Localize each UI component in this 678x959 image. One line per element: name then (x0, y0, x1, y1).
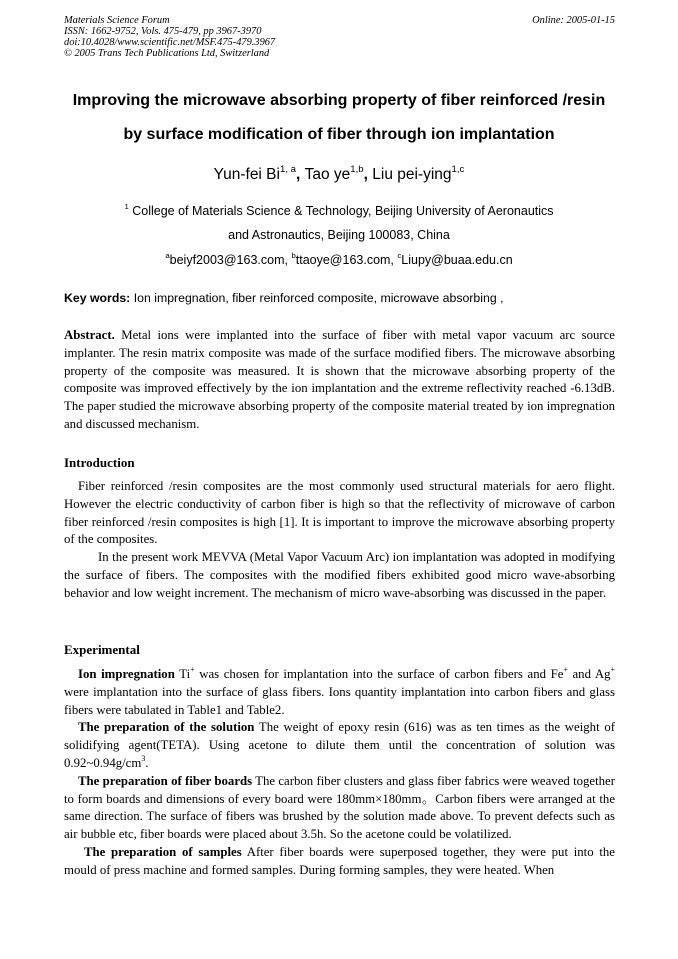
email-address: Liupy@buaa.edu.cn (401, 253, 513, 267)
email-address: ttaoye@163.com, (295, 253, 398, 267)
abstract-text: Metal ions were implanted into the surface of fiber with metal vapor vacuum arc source implanter. The resin matrix composite was made of the surface modified fibers. The microwave absorbing property of the composite was measured. It is shown that the microwave absorbing property of the composite was improved effectively by the ion implantation and the extreme reflectivity reached -6.13dB. The paper studied the microwave absorbing property of the composite material treated by ion impregnation and discussed mechanism. (64, 328, 615, 431)
samples-paragraph (64, 844, 615, 880)
abstract (64, 327, 615, 434)
paper-title-line-2: by surface modification of fiber through ion implantation (123, 126, 555, 143)
ion-text: was chosen for implantation into the surface of carbon fibers and Fe (194, 667, 564, 681)
solution-label: The preparation of the solution (78, 720, 255, 735)
introduction-heading: Introduction (64, 455, 135, 470)
fiber-boards-paragraph (64, 773, 615, 844)
author-affil-mark: 1,b (350, 163, 364, 175)
solution-exponent: 3 (141, 753, 146, 763)
paper-title-line-1: Improving the microwave absorbing property of fiber reinforced /resin (72, 92, 606, 109)
ion-text: and Ag (567, 667, 611, 681)
journal-doi: doi:10.4028/www.scientific.net/MSF.475-479.3967 (64, 37, 276, 48)
journal-issn: ISSN: 1662-9752, Vols. 475-479, pp 3967-3970 (64, 26, 262, 37)
journal-header (64, 15, 275, 59)
journal-copyright: © 2005 Trans Tech Publications Ltd, Switzerland (64, 48, 270, 59)
solution-tail: . (145, 755, 149, 770)
online-date: Online: 2005-01-15 (532, 15, 615, 26)
affiliation-line-1 (0, 204, 678, 218)
author-list (0, 163, 678, 184)
keywords (64, 291, 504, 305)
samples-label: The preparation of samples (84, 844, 242, 859)
email-line (0, 253, 678, 267)
author-affil-mark: 1,c (451, 163, 465, 175)
email-mark: c (397, 251, 402, 261)
email-address: beiyf2003@163.com, (169, 253, 292, 267)
affiliation-mark: 1 (124, 202, 129, 212)
ion-charge: + (190, 664, 195, 674)
author-name: Tao ye (304, 166, 351, 183)
author-separator: , (363, 166, 373, 183)
journal-name: Materials Science Forum (64, 15, 170, 26)
solution-text: The weight of epoxy resin (616) was as ten times as the weight of solidifying agent(TETA). Using acetone to dilute them until the concentration of solution was 0.92~0.94g/cm (64, 720, 615, 770)
author-name: Liu pei-ying (372, 166, 452, 183)
ion-charge: + (563, 664, 568, 674)
solution-paragraph (64, 719, 615, 772)
ion-text: Ti (174, 667, 191, 681)
experimental-heading: Experimental (64, 642, 140, 657)
author-affil-mark: 1, a (279, 163, 296, 175)
affiliation-text-1: College of Materials Science & Technology, Beijing University of Aeronautics (128, 204, 554, 218)
fiber-boards-label: The preparation of fiber boards (78, 773, 253, 788)
ion-charge: + (610, 664, 616, 674)
affiliation-line-2: and Astronautics, Beijing 100083, China (228, 228, 450, 242)
introduction-body (64, 478, 615, 603)
ion-impregnation-label: Ion impregnation (78, 667, 175, 681)
author-separator: , (296, 166, 305, 183)
abstract-label: Abstract. (64, 328, 115, 342)
author-name: Yun-fei Bi (213, 166, 280, 183)
keywords-text: Ion impregnation, fiber reinforced composite, microwave absorbing , (130, 291, 504, 305)
email-mark: b (291, 251, 296, 261)
fiber-boards-text: The carbon fiber clusters and glass fiber fabrics were weaved together to form boards and dimensions of every board were 180mm×180mm。Carbon fibers were arranged at the same direction. The surface of fibers was brushed by the solution made above. To prevent defects such as air bubble etc, fiber boards were placed about 3.5h. So the acetone could be volatilized. (64, 773, 615, 842)
samples-text: After fiber boards were superposed together, they were put into the mould of press machine and formed samples. During forming samples, they were heated. When (64, 844, 615, 877)
introduction-paragraph-2: In the present work MEVVA (Metal Vapor Vacuum Arc) ion implantation was adopted in modifying the surface of fibers. The composites with the modified fibers exhibited good micro wave-absorbing behavior and low weight increment. The mechanism of micro wave-absorbing was discussed in the paper. (64, 550, 615, 600)
experimental-body (64, 666, 615, 880)
email-mark: a (165, 251, 170, 261)
ion-text: were implantation into the surface of glass fibers. Ions quantity implantation into carbon fibers and glass fibers were tabulated in Table1 and Table2. (64, 684, 615, 717)
introduction-paragraph-1: Fiber reinforced /resin composites are the most commonly used structural materials for aero flight. However the electric conductivity of carbon fiber is high so that the reflectivity of microwave of carbon fiber reinforced /resin composites is high [1]. It is important to improve the microwave absorbing property of the composites. (64, 479, 615, 547)
ion-impregnation-paragraph (64, 666, 615, 719)
keywords-label: Key words: (64, 291, 131, 305)
